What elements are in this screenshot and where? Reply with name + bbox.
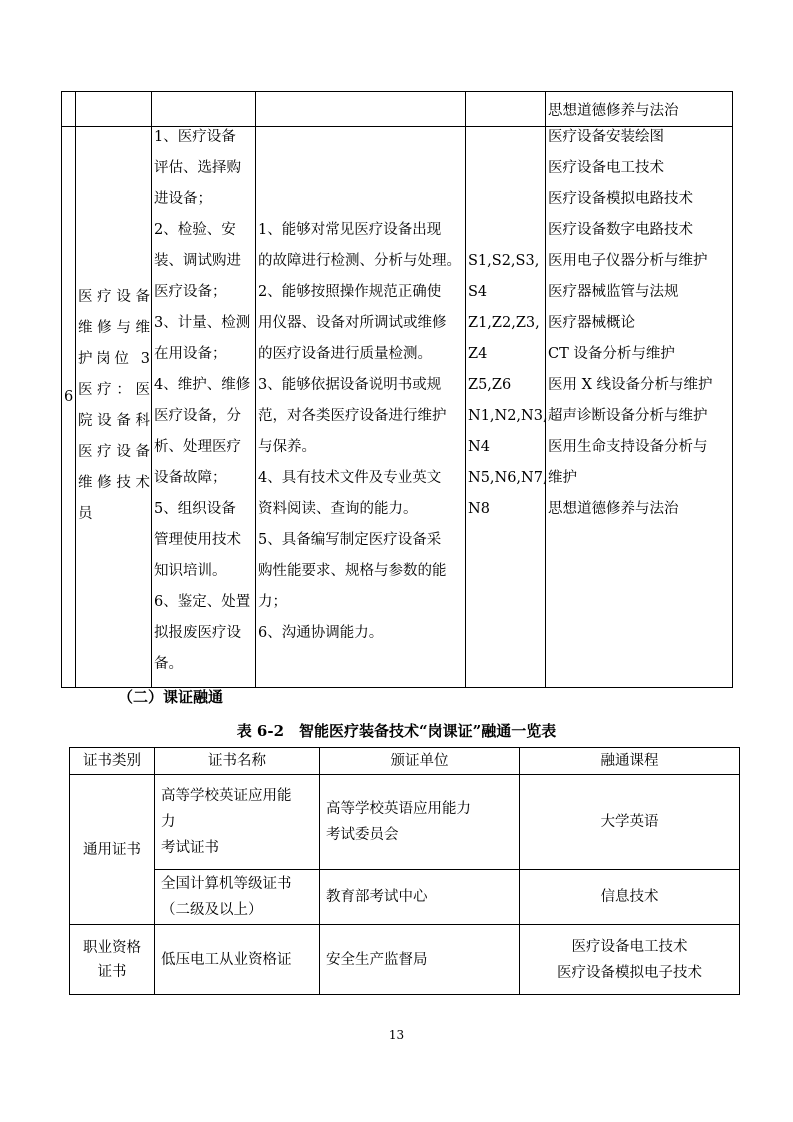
cert-name-line: （二级及以上）: [161, 902, 263, 918]
tasks-cell: [151, 126, 256, 688]
course-item: 思想道德修养与法治: [548, 103, 679, 119]
position-line: 护岗位 3: [78, 351, 150, 367]
position-line: 员: [78, 506, 93, 522]
ability-line: 2、能够按照操作规范正确使: [258, 284, 442, 300]
course-item: 医疗设备数字电路技术: [548, 222, 693, 238]
courses-cell: [519, 869, 740, 925]
position-line: 院设备科: [78, 413, 150, 429]
cert-name-line: 低压电工从业资格证: [161, 951, 292, 968]
ability-line: 的医疗设备进行质量检测。: [258, 346, 432, 362]
cert-name-line: 高等学校英证应用能: [161, 788, 292, 804]
task-line: 医疗设备；: [154, 284, 227, 300]
issuer-line: 安全生产监督局: [326, 951, 428, 968]
ability-line: 5、具备编写制定医疗设备采: [258, 532, 442, 548]
issuer-cell: [319, 924, 520, 995]
task-line: 备。: [154, 656, 183, 672]
page-number: 13: [388, 1028, 405, 1042]
course-item: 维护: [548, 470, 577, 486]
header-cell: [519, 747, 740, 775]
task-line: 评估、选择购: [154, 160, 241, 176]
ability-line: 与保养。: [258, 439, 316, 455]
course-line: 大学英语: [600, 814, 659, 830]
header-cell: [69, 747, 155, 775]
position-cell: [75, 126, 152, 688]
code-line: S4: [468, 284, 488, 300]
position-line: 医疗设备: [78, 289, 150, 305]
course-item: 医疗设备电工技术: [548, 160, 664, 176]
category-line: 职业资格: [83, 939, 141, 956]
task-line: 设备故障；: [154, 470, 227, 486]
code-line: Z4: [468, 346, 488, 362]
table-caption: 表 6-2 智能医疗装备技术“岗课证”融通一览表: [236, 722, 557, 740]
code-line: N8: [468, 501, 490, 517]
task-line: 1、医疗设备: [154, 129, 236, 145]
task-line: 拟报废医疗设: [154, 625, 241, 641]
category-label: 通用证书: [83, 841, 141, 858]
codes-cell: [465, 126, 546, 688]
ability-line: 3、能够依据设备说明书或规: [258, 377, 442, 393]
course-item: 超声诊断设备分析与维护: [548, 408, 708, 424]
ability-line: 4、具有技术文件及专业英文: [258, 470, 442, 486]
course-item: CT 设备分析与维护: [548, 346, 675, 362]
category-cell: [69, 924, 155, 995]
course-item: 医疗器械监管与法规: [548, 284, 679, 300]
ability-line: 1、能够对常见医疗设备出现: [258, 222, 442, 238]
course-item: 医疗设备模拟电路技术: [548, 191, 693, 207]
section-heading: （二）课证融通: [118, 688, 224, 706]
table-cell: [465, 91, 546, 127]
table-cell: [255, 91, 466, 127]
row-index-cell: [61, 126, 76, 688]
header-name: 证书名称: [208, 753, 266, 769]
cert-name-line: 力: [161, 814, 176, 830]
task-line: 装、调试购进: [154, 253, 241, 269]
cert-name-line: 考试证书: [161, 840, 219, 856]
course-item: 医用电子仪器分析与维护: [548, 253, 708, 269]
ability-line: 力；: [258, 594, 287, 610]
course-line: 信息技术: [600, 889, 659, 905]
course-line: 医疗设备电工技术: [571, 938, 688, 955]
task-line: 管理使用技术: [154, 532, 241, 548]
header-courses: 融通课程: [600, 753, 659, 769]
course-item: 医用 X 线设备分析与维护: [548, 377, 713, 393]
cert-name-cell: [154, 774, 320, 870]
header-cell: [154, 747, 320, 775]
course-item: 医用生命支持设备分析与: [548, 439, 708, 455]
task-line: 析、处理医疗: [154, 439, 241, 455]
header-issuer: 颁证单位: [390, 753, 449, 769]
ability-line: 6、沟通协调能力。: [258, 625, 384, 641]
row-index: 6: [64, 389, 74, 405]
cert-name-cell: [154, 869, 320, 925]
issuer-line: 考试委员会: [326, 827, 399, 843]
task-line: 2、检验、安: [154, 222, 236, 238]
code-line: N5,N6,N7,: [468, 470, 548, 486]
course-item: 医疗设备安装绘图: [548, 129, 664, 145]
task-line: 知识培训。: [154, 563, 227, 579]
position-line: 医疗：医: [78, 382, 150, 398]
issuer-cell: [319, 869, 520, 925]
position-line: 维修与维: [78, 320, 150, 336]
category-line: 证书: [97, 963, 127, 980]
issuer-line: 高等学校英语应用能力: [326, 801, 471, 817]
cert-name-line: 全国计算机等级证书: [161, 876, 292, 892]
task-line: 5、组织设备: [154, 501, 236, 517]
ability-line: 资料阅读、查询的能力。: [258, 501, 418, 517]
task-line: 进设备；: [154, 191, 212, 207]
header-category: 证书类别: [83, 753, 141, 769]
task-line: 4、维护、维修: [154, 377, 251, 393]
table-cell: [75, 91, 152, 127]
task-line: 医疗设备，分: [154, 408, 241, 424]
code-line: N1,N2,N3,: [468, 408, 548, 424]
header-cell: [319, 747, 520, 775]
code-line: Z1,Z2,Z3,: [468, 315, 540, 331]
course-item: 思想道德修养与法治: [548, 501, 679, 517]
ability-line: 范，对各类医疗设备进行维护: [258, 408, 447, 424]
ability-line: 用仪器、设备对所调试或维修: [258, 315, 447, 331]
ability-line: 的故障进行检测、分析与处理。: [258, 253, 461, 269]
task-line: 3、计量、检测: [154, 315, 251, 331]
cert-name-cell: [154, 924, 320, 995]
course-item: 医疗器械概论: [548, 315, 635, 331]
abilities-cell: [255, 126, 466, 688]
issuer-cell: [319, 774, 520, 870]
code-line: N4: [468, 439, 490, 455]
courses-cell: [519, 924, 740, 995]
code-line: Z5,Z6: [468, 377, 512, 393]
task-line: 6、鉴定、处置: [154, 594, 251, 610]
ability-line: 购性能要求、规格与参数的能: [258, 563, 447, 579]
courses-cell: [519, 774, 740, 870]
task-line: 在用设备；: [154, 346, 227, 362]
position-line: 维修技术: [78, 475, 150, 491]
course-line: 医疗设备模拟电子技术: [557, 964, 702, 981]
position-line: 医疗设备: [78, 444, 150, 460]
issuer-line: 教育部考试中心: [326, 889, 428, 905]
table-cell: [61, 91, 76, 127]
courses-cell: [545, 126, 733, 688]
category-cell: [69, 774, 155, 925]
code-line: S1,S2,S3,: [468, 253, 540, 269]
